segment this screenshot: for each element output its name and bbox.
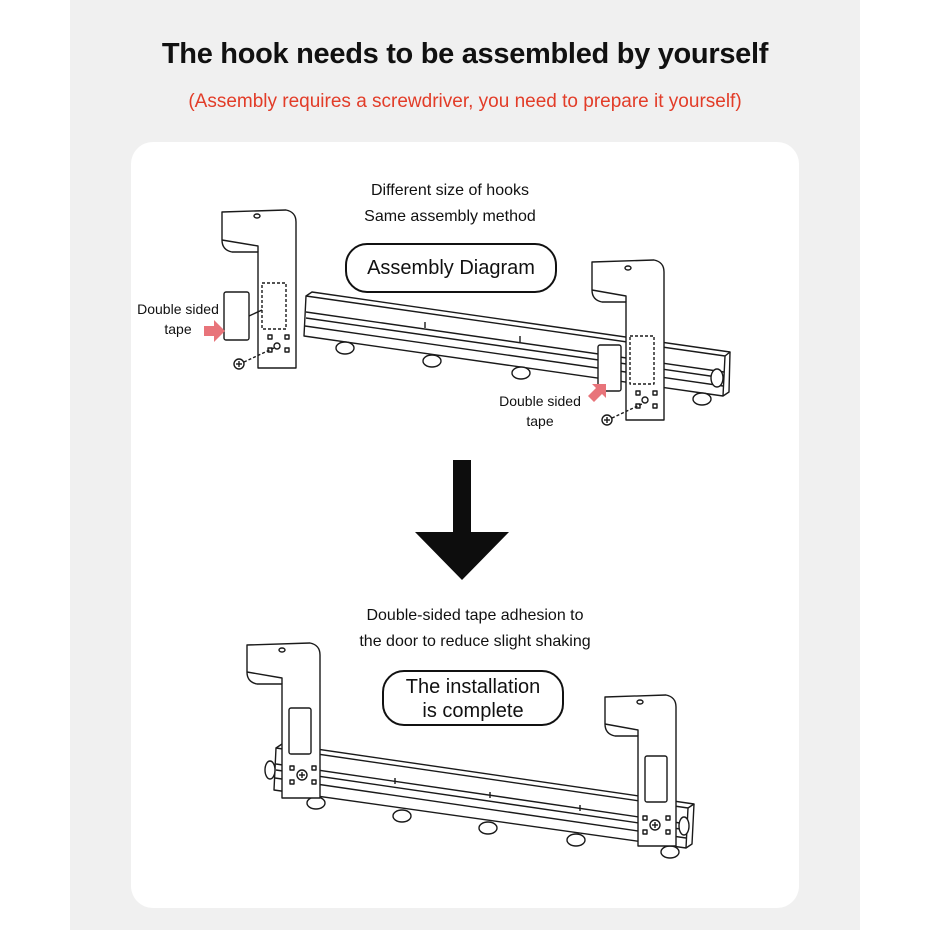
step2-caption-line2: the door to reduce slight shaking bbox=[359, 633, 591, 650]
step2-caption bbox=[300, 603, 650, 655]
step1-caption bbox=[300, 178, 600, 230]
page-subtitle: (Assembly requires a screwdriver, you need to prepare it yourself) bbox=[188, 91, 742, 112]
left-tape-label bbox=[122, 299, 234, 339]
hook-rail-assembled bbox=[265, 744, 694, 858]
assembly-diagram-badge: Assembly Diagram bbox=[345, 243, 557, 293]
installation-complete-line2: is complete bbox=[422, 700, 524, 722]
right-tape-label-line2: tape bbox=[526, 413, 554, 429]
right-tape-label bbox=[484, 391, 596, 431]
left-tape-label-line1: Double sided bbox=[137, 301, 219, 317]
left-hook-bracket bbox=[222, 210, 296, 368]
step1-caption-line2: Same assembly method bbox=[364, 208, 536, 225]
step2-caption-line1: Double-sided tape adhesion to bbox=[366, 607, 584, 624]
step1-caption-line1: Different size of hooks bbox=[370, 182, 529, 199]
installation-complete-badge bbox=[382, 670, 564, 726]
left-tape-label-line2: tape bbox=[164, 321, 192, 337]
left-hook-installed bbox=[247, 643, 320, 798]
page-title: The hook needs to be assembled by yourself bbox=[161, 38, 769, 70]
hook-rail-exploded bbox=[304, 292, 730, 405]
right-tape-label-line1: Double sided bbox=[499, 393, 581, 409]
down-arrow-icon bbox=[415, 460, 509, 580]
installation-complete-line1: The installation bbox=[405, 676, 541, 698]
